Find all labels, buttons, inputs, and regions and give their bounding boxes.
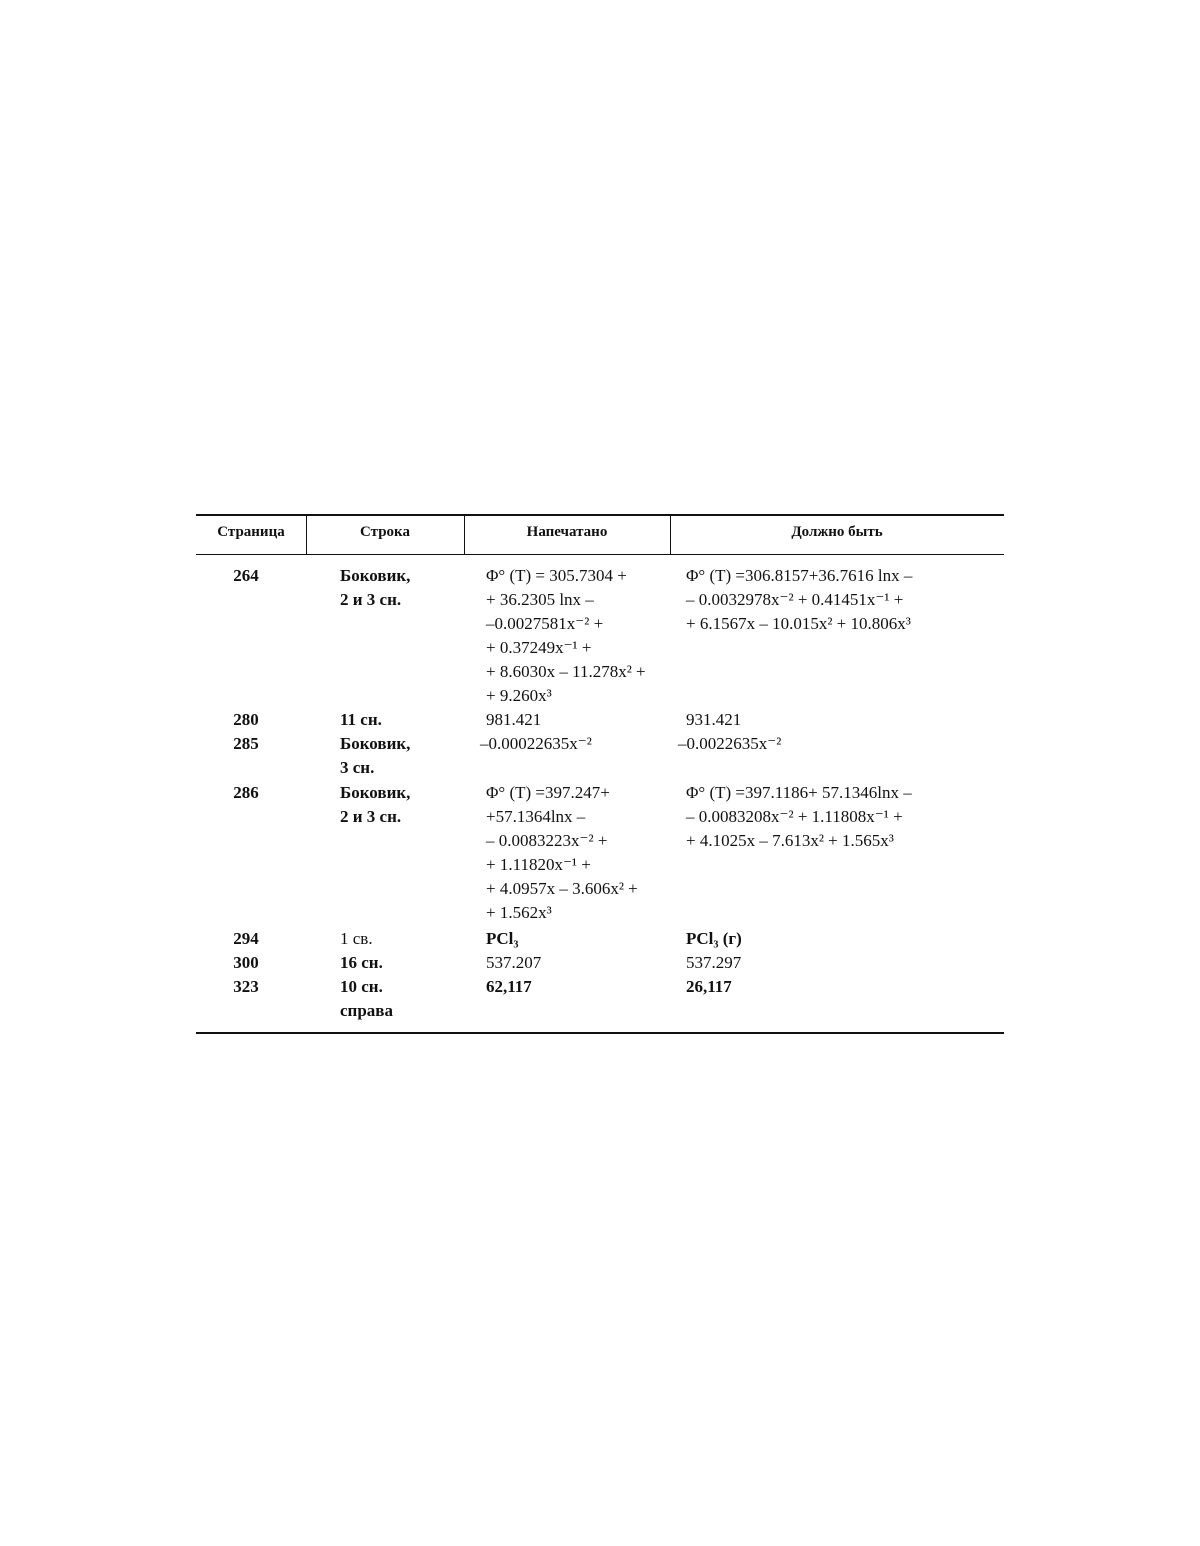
header-line: Строка: [360, 524, 410, 540]
row-printed: Φ° (T) = 305.7304 + + 36.2305 lnx – –0.0027581x⁻² + + 0.37249x⁻¹ + + 8.6030x – 11.278x² + + 9.260x³: [486, 566, 646, 705]
row-page: 323: [233, 977, 259, 996]
row-page: 264: [233, 566, 259, 585]
row-correct: –0.0022635x⁻²: [678, 734, 782, 753]
header-printed: Напечатано: [526, 524, 608, 540]
row-correct: 26,117: [686, 977, 732, 996]
row-printed: Φ° (T) =397.247+ +57.1364lnx – – 0.0083223x⁻² + + 1.11820x⁻¹ + + 4.0957x – 3.606x² + + 1.562x³: [486, 783, 638, 922]
row-printed: –0.00022635x⁻²: [480, 734, 592, 753]
row-page: 285: [233, 734, 259, 753]
row-line: 1 св.: [340, 929, 373, 948]
table-bottom-rule: [196, 1032, 1004, 1034]
row-printed: 537.207: [486, 953, 542, 972]
row-line: 11 сн.: [340, 710, 382, 729]
row-printed: 981.421: [486, 710, 542, 729]
row-line: Боковик, 2 и 3 сн.: [340, 783, 411, 826]
row-line: Боковик, 2 и 3 сн.: [340, 566, 411, 609]
table-top-rule: [196, 514, 1004, 516]
row-line: 10 сн. справа: [340, 977, 393, 1020]
row-page: 300: [233, 953, 259, 972]
row-correct: PCl₃ (г): [686, 929, 742, 948]
row-line: Боковик, 3 сн.: [340, 734, 411, 777]
row-correct: 537.297: [686, 953, 742, 972]
row-correct: 931.421: [686, 710, 742, 729]
row-page: 294: [233, 929, 259, 948]
header-correct: Должно быть: [791, 524, 883, 540]
row-printed: 62,117: [486, 977, 532, 996]
row-line: 16 сн.: [340, 953, 383, 972]
row-page: 280: [233, 710, 259, 729]
header-page: Страница: [217, 524, 285, 540]
row-correct: Φ° (T) =397.1186+ 57.1346lnx – – 0.0083208x⁻² + 1.11808x⁻¹ + + 4.1025x – 7.613x² + 1.565x³: [686, 783, 912, 850]
row-correct: Φ° (T) =306.8157+36.7616 lnx – – 0.0032978x⁻² + 0.41451x⁻¹ + + 6.1567x – 10.015x² + 10.806x³: [686, 566, 913, 633]
row-page: 286: [233, 783, 259, 802]
table-header-rule: [196, 554, 1004, 555]
row-printed: PCl₃: [486, 929, 519, 948]
